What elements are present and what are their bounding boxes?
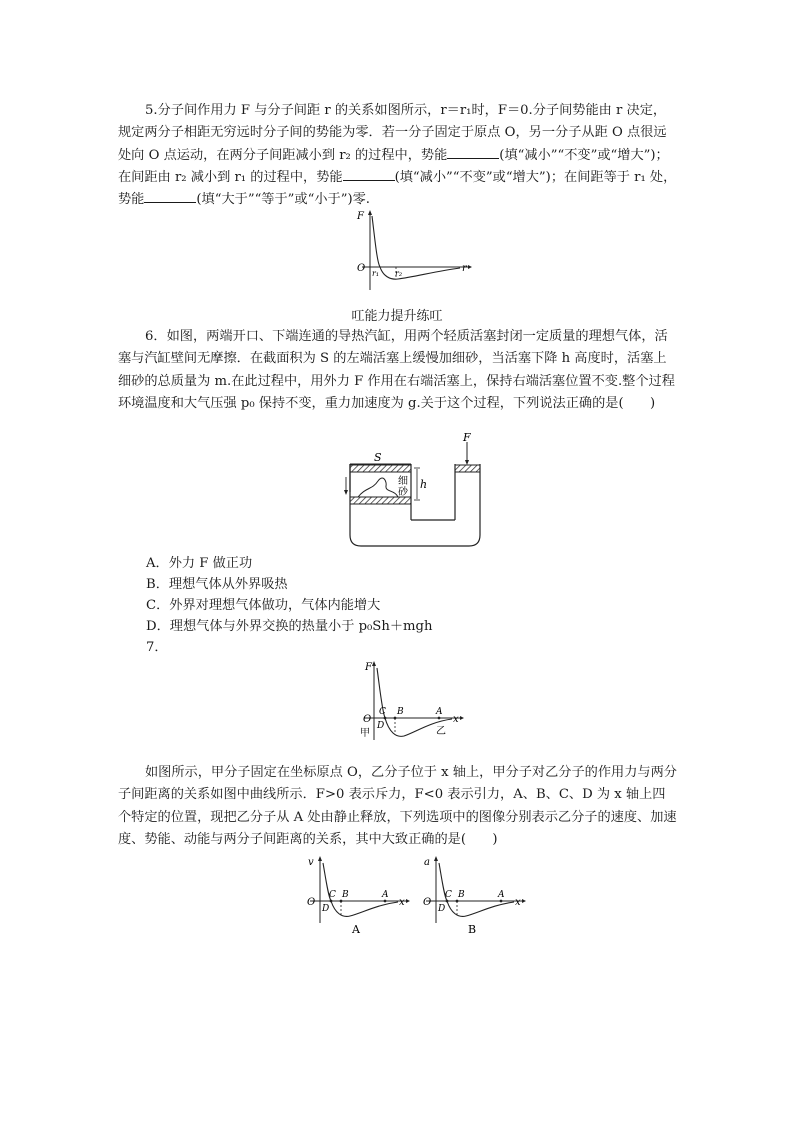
q6-label-h: h	[420, 478, 428, 491]
q6-option-c[interactable]: C．外界对理想气体做功，气体内能增大	[146, 598, 381, 613]
q7-number: 7．	[146, 640, 168, 655]
q7-a-b: B	[342, 890, 349, 900]
q7-a-c: C	[329, 890, 336, 900]
q5-graph-x-label: r	[462, 263, 467, 274]
q7-main-jia: 甲	[360, 728, 370, 739]
q7-graph-b	[418, 855, 528, 937]
q7-b-y-label: a	[424, 857, 430, 868]
q7-main-x-label: x	[453, 714, 459, 725]
q7-graph-a	[302, 855, 412, 937]
q5-graph-r1: r₁	[372, 269, 380, 278]
q7-a-a: A	[382, 890, 389, 900]
q7-main-c: C	[379, 707, 386, 717]
q5-graph-origin: O	[357, 263, 366, 274]
q5-text-4: (填“大于”“等于”或“小于”)零.	[196, 192, 370, 208]
q5-text-3: (填“减小”“不变”或“增大”)；在间距等于 r₁ 处，势能	[118, 169, 677, 208]
q5-force-graph	[352, 210, 472, 292]
q7-main-a: A	[436, 707, 443, 717]
q6-option-d[interactable]: D．理想气体与外界交换的热量小于 p₀Sh＋mgh	[146, 619, 433, 634]
section-title: 叿能力提升练叿	[351, 309, 443, 324]
q6-text: 6．如图，两端开口、下端连通的导热汽缸，用两个轻质活塞封闭一定质量的理想气体，活塞与汽缸壁间无摩擦．在截面积为 S 的左端活塞上缓慢加细砂，当活塞下降 h 高度时，活塞上细砂的总质量为 m.在此过程中，用外力 F 作用在右端活塞上，保持右端活塞位置不变.整个过程环境温度和大气压强 p₀ 保持不变，重力加速度为 g.关于这个过程，下列说法正确的是( )	[118, 329, 675, 411]
q7-b-b: B	[458, 890, 465, 900]
q5-graph-y-label: F	[357, 211, 364, 222]
q6-cylinder-figure	[340, 432, 490, 550]
q5-blank-1[interactable]	[447, 146, 499, 159]
q7-b-d: D	[438, 904, 446, 914]
q5-blank-3[interactable]	[144, 190, 196, 203]
q7-b-x-label: x	[515, 897, 521, 908]
q7-text: 如图所示，甲分子固定在坐标原点 O，乙分子位于 x 轴上，甲分子对乙分子的作用力与两分子间距离的关系如图中曲线所示．F>0 表示斥力，F<0 表示引力，A、B、C、D 为 x 轴上四个特定的位置，现把乙分子从 A 处由静止释放，下列选项中的图像分别表示乙分子的速度、加速度、势能、动能与两分子间距离的关系，其中大致正确的是( )	[118, 765, 677, 847]
q7-a-y-label: v	[308, 857, 314, 868]
q7-main-yi: 乙	[436, 726, 446, 737]
q7-b-caption[interactable]: B	[468, 923, 477, 936]
q6-label-sand-1: 细	[398, 476, 408, 487]
q7-main-b: B	[397, 707, 404, 717]
q7-main-d: D	[377, 721, 385, 731]
q5-graph-r2: r₂	[395, 269, 403, 278]
q7-b-a: A	[498, 890, 505, 900]
q6-label-sand-2: 砂	[398, 487, 408, 498]
q7-b-origin: O	[423, 897, 432, 908]
q6-label-f: F	[463, 431, 471, 444]
q6-label-s: S	[374, 451, 382, 464]
q7-main-y-label: F	[365, 662, 372, 673]
q6-option-b[interactable]: B．理想气体从外界吸热	[146, 577, 288, 592]
q6-option-a[interactable]: A．外力 F 做正功	[146, 556, 253, 571]
q5-text: 5.分子间作用力 F 与分子间距 r 的关系如图所示，r＝r₁时，F＝0.分子间势能由 r 决定，规定两分子相距无穷远时分子间的势能为零．若一分子固定于原点 O，另一分子从距 O 点很远处向 O 点运动，在两分子间距减小到 r₂ 的过程中，势能	[118, 103, 667, 163]
q5-text-2: (填“减小”“不变”或“增大”)；在间距由 r₂ 减小到 r₁ 的过程中，势能	[118, 147, 669, 185]
q5-blank-2[interactable]	[343, 168, 395, 181]
q5-paragraph	[118, 100, 678, 211]
q7-main-graph	[356, 660, 466, 742]
q7-a-origin: O	[307, 897, 316, 908]
q7-a-d: D	[322, 904, 330, 914]
q7-a-x-label: x	[399, 897, 405, 908]
q7-b-c: C	[445, 890, 452, 900]
q7-a-caption[interactable]: A	[352, 923, 360, 936]
q7-main-origin: O	[363, 714, 372, 725]
